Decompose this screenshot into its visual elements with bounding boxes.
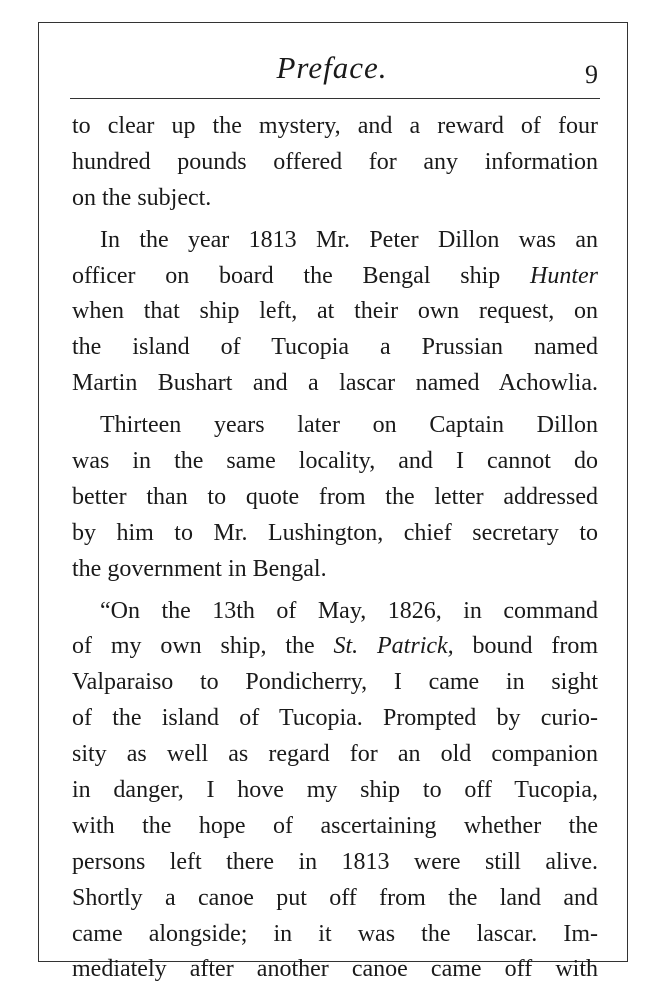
text-line: [72, 259, 598, 295]
text-line: by him to Mr. Lushington, chief secretary to: [72, 519, 598, 546]
text-line: of the island of Tucopia. Prompted by curio-: [72, 705, 598, 732]
page-number: 9: [585, 60, 598, 89]
text-line: mediately after another canoe came off with: [72, 956, 598, 983]
text-line: In the year 1813 Mr. Peter Dillon was an: [100, 226, 598, 253]
text-line: was in the same locality, and I cannot do: [72, 448, 598, 475]
running-head: [38, 38, 626, 98]
running-title: Preface.: [276, 50, 388, 85]
text-fragment: bound from: [472, 633, 599, 660]
text-line: in danger, I hove my ship to off Tucopia,: [72, 777, 598, 804]
header-rule: [70, 98, 600, 99]
text-line: hundred pounds offered for any information: [72, 148, 598, 175]
text-line: persons left there in 1813 were still alive.: [72, 848, 598, 875]
text-line: sity as well as regard for an old companion: [72, 741, 598, 768]
paragraph: [72, 594, 598, 989]
text-line: when that ship left, at their own request, on: [72, 298, 598, 325]
text-line: Shortly a canoe put off from the land and: [72, 884, 598, 911]
text-line: Thirteen years later on Captain Dillon: [100, 412, 598, 439]
text-line: better than to quote from the letter addressed: [72, 483, 598, 510]
ship-name-st-patrick: St. Patrick,: [333, 633, 454, 660]
ship-name-hunter: Hunter: [530, 262, 599, 289]
text-line: with the hope of ascertaining whether the: [72, 812, 598, 839]
text-fragment: of my own ship, the: [72, 633, 315, 660]
text-line: Martin Bushart and a lascar named Achowlia.: [72, 370, 598, 397]
text-line: to clear up the mystery, and a reward of four: [72, 113, 598, 139]
paragraph: [72, 223, 598, 402]
text-line: the government in Bengal.: [72, 555, 327, 582]
text-line: [72, 629, 598, 665]
text-line: the island of Tucopia a Prussian named: [72, 334, 598, 361]
text-line: “On the 13th of May, 1826, in command: [100, 597, 598, 624]
paragraph: [72, 408, 598, 587]
text-line: Valparaiso to Pondicherry, I came in sight: [72, 669, 598, 696]
body-text: [72, 109, 598, 988]
text-fragment: officer on board the Bengal ship: [72, 262, 501, 289]
paragraph: [72, 109, 598, 217]
text-line: came alongside; in it was the lascar. Im-: [72, 920, 598, 947]
text-line: on the subject.: [72, 184, 212, 211]
